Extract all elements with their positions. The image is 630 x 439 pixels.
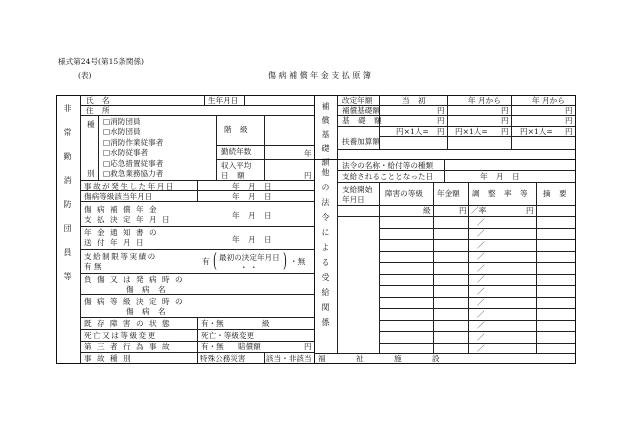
paid-date-value: 年 月 日 [480,172,523,181]
third-party-value[interactable]: 有・無 [201,342,224,351]
grade-decision-label: 傷 病 名 [126,307,169,316]
per-person-label: 円×1人= [455,127,488,136]
paid-amount-unit: 円 [304,342,312,351]
type-option[interactable]: □応急措置従事者 [103,159,164,168]
injury-name-label: 傷 病 名 [126,285,169,294]
slash-mark: ／ [477,333,485,342]
base-amount-label: 基 礎 額 [342,116,385,125]
grade-decision-label: 傷 病 等 級 決 定 時 の [84,297,185,306]
notice-date-value: 年 月 日 [232,235,275,244]
disability-grade-header: 障害の等級 [385,189,423,198]
vertical-label-base-amount: 補償基礎額 [321,102,330,172]
yen-unit: 円 [565,116,573,125]
law-name-label: 法令の名称・給付等の種類 [342,161,434,170]
paid-amount-label: 賠償額 [238,342,261,351]
decision-date-label: 傷 病 補 償 年 金 [84,205,159,214]
injury-name-label: 負 傷 又 は 発 病 時 の [84,275,185,284]
yen-unit: 円 [501,127,509,136]
slash-mark: ／ [477,321,485,330]
third-party-label: 第 三 者 行 為 事 故 [84,342,172,351]
slash-mark: ／ [477,298,485,307]
rate-separator: ／率 [471,206,487,215]
service-years-label: 勤続年数 [221,147,252,156]
type-option[interactable]: □消防作業従事者 [103,138,164,147]
decision-date-value: 年 月 日 [232,211,275,220]
accident-date-label: 事故が発生した年月日 [84,182,175,191]
summary-header: 摘 要 [543,189,570,198]
rank-label: 階 級 [224,125,251,134]
page-title: 傷 病 補 償 年 金 支 払 原 簿 [268,71,371,80]
month-from-label: 年 月から [532,96,565,105]
yen-unit: 円 [437,106,445,115]
start-date-label: 支給開始 [342,185,373,194]
name-label: 氏 名 [86,96,113,105]
address-label: 住 所 [86,106,113,115]
type-option[interactable]: □水防従事者 [103,148,149,157]
decision-date-label: 支 払 決 定 年 月 日 [84,215,172,224]
bracket-left-icon: ( [212,248,217,272]
accident-date-value: 年 月 日 [232,182,275,191]
special-disaster-applicable[interactable]: 該当・非該当 [266,354,312,363]
type-label-bottom: 別 [87,169,95,178]
paid-date-label: 支給されることとなった日 [342,172,434,181]
month-from-label: 年 月から [468,96,501,105]
yen-unit: 円 [437,127,445,136]
vertical-label-member-type: 非常勤消防団員等 [63,104,72,296]
yen-unit: 円 [526,206,534,215]
case-type-label: 事 故 種 別 [84,354,133,363]
slash-mark: ／ [477,229,485,238]
limit-first-date-dots: ・ ・ [240,263,258,272]
death-label: 死亡又は等級変更 [84,331,157,340]
limit-record-label: 有 無 [84,262,102,271]
yen-unit: 円 [501,116,509,125]
slash-mark: ／ [477,344,485,353]
type-option[interactable]: □消防団員 [103,117,141,126]
form-side-label: (表) [78,71,92,80]
type-option[interactable]: □救急業務協力者 [103,169,164,178]
existing-disability-grade-unit: 級 [262,319,270,328]
yen-unit: 円 [437,116,445,125]
grade-date-label: 傷病等級該当年月日 [84,192,153,201]
slash-mark: ／ [477,287,485,296]
limit-no[interactable]: ・無 [290,257,306,266]
grade-unit: 級 [423,206,431,215]
notice-date-label: 年 金 通 知 書 の [84,228,159,237]
revision-date-label: 改定年額 [342,96,373,105]
form-number: 様式第24号(第15条関係) [58,57,144,66]
yen-unit: 円 [501,106,509,115]
type-option[interactable]: □水防団員 [103,127,141,136]
death-value[interactable]: 死亡・等級変更 [201,331,255,340]
start-date-label: 年月日 [342,195,365,204]
bracket-right-icon: ) [282,248,287,272]
slash-mark: ／ [477,252,485,261]
income-unit: 円 [304,171,312,180]
slash-mark: ／ [477,264,485,273]
special-disaster-label: 特殊公務災害 [200,354,246,363]
income-label: 収入平均 [221,161,252,170]
existing-disability-value[interactable]: 有・無 [201,319,224,328]
slash-mark: ／ [477,310,485,319]
annual-amount-header: 年金額 [437,189,460,198]
notice-date-label: 送 付 年 月 日 [84,238,146,247]
service-years-unit: 年 [304,149,312,158]
initial-label: 当 初 [402,96,429,105]
comp-base-label: 補償基礎額 [342,106,380,115]
slash-mark: ／ [477,275,485,284]
dependents-label: 扶養加算額 [342,137,380,146]
limit-record-label: 支給制限等実績の [84,252,157,261]
slash-mark: ／ [477,218,485,227]
yen-unit: 円 [565,127,573,136]
yen-unit: 円 [459,206,467,215]
welfare-facility-label: 福 祉 施 設 [318,354,454,363]
per-person-label: 円×1人= [520,127,553,136]
vertical-label-other-law: 他の法令による受給関係 [321,168,330,333]
adjust-rate-header: 調 整 率 等 [472,189,531,198]
type-label-top: 種 [87,120,95,129]
limit-first-date-label: 最初の決定年月日 [219,253,280,262]
grade-date-value: 年 月 日 [232,192,275,201]
existing-disability-label: 既 存 障 害 の 状 態 [84,319,172,328]
yen-unit: 円 [565,106,573,115]
slash-mark: ／ [477,241,485,250]
limit-yes[interactable]: 有 [202,257,210,266]
birthdate-label: 生年月日 [208,96,239,105]
per-person-label: 円×1人= [396,127,429,136]
income-label: 日 額 [221,171,248,180]
